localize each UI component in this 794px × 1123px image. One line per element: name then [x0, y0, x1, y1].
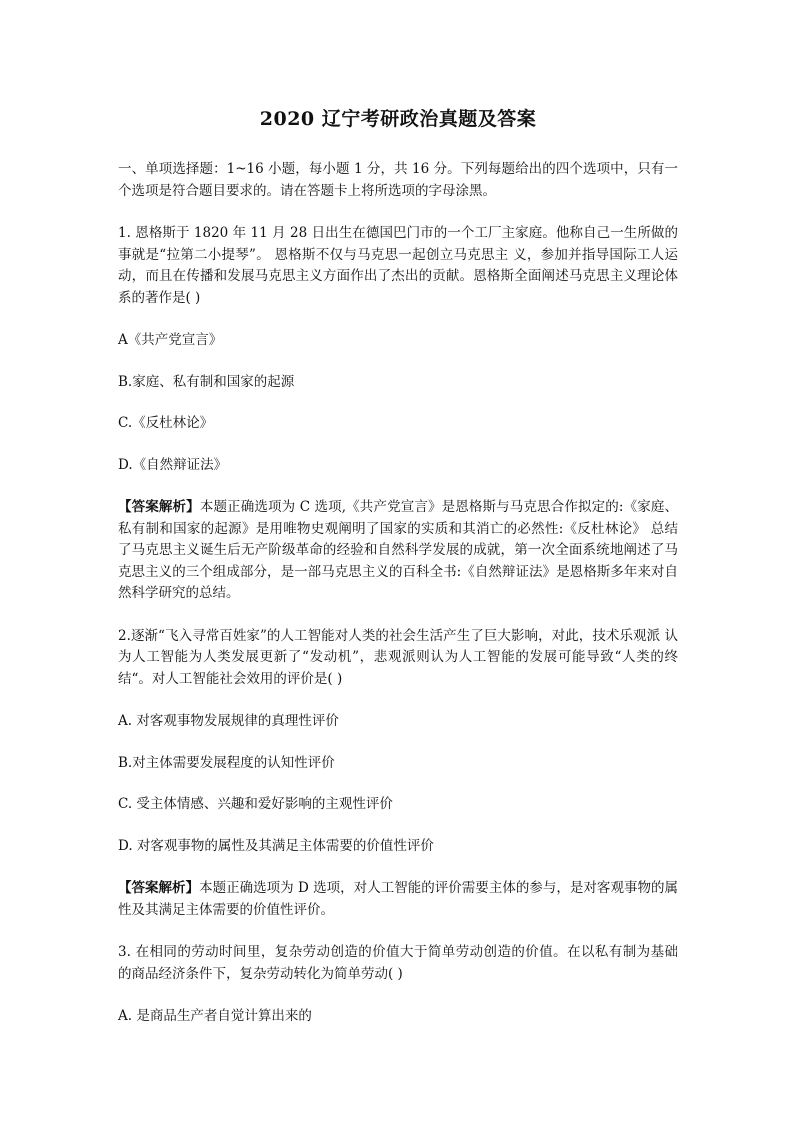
q1-option-a: A《共产党宣言》 [118, 332, 223, 348]
q3-option-a: A. 是商品生产者自觉计算出来的 [118, 1008, 312, 1024]
q1-option-b: B.家庭、私有制和国家的起源 [118, 373, 295, 390]
q1-answer-explanation [118, 497, 678, 605]
q2-option-c: C. 受主体情感、兴趣和爱好影响的主观性评价 [118, 796, 393, 812]
q1-option-c: C.《反杜林论》 [118, 415, 214, 431]
page-title: 2020 辽宁考研政治真题及答案 [259, 108, 537, 130]
q1-option-d: D.《自然辩证法》 [118, 456, 228, 473]
section-intro: 一、单项选择题：1~16 小题，每小题 1 分，共 16 分。下列每题给出的四个选项中，只有一个选项是符合题目要求的。请在答题卡上将所选项的字母涂黑。 [118, 161, 678, 199]
q3-stem: 3. 在相同的劳动时间里，复杂劳动创造的价值大于简单劳动创造的价值。在以私有制为基础 的商品经济条件下，复杂劳动转化为简单劳动( ) [118, 944, 678, 982]
q2-stem: 2.逐渐“飞入寻常百姓家”的人工智能对人类的社会生活产生了巨大影响，对此，技术乐观派 认为人工智能为人类发展更新了“发动机”，悲观派则认为人工智能的发展可能导致“人类的终结“。对人工智能社会效用的评价是( ) [118, 627, 678, 687]
q2-answer-explanation [118, 878, 678, 921]
q2-option-b: B.对主体需要发展程度的认知性评价 [118, 754, 335, 771]
q2-answer-text: 本题正确选项为 D 选项，对人工智能的评价需要主体的参与，是对客观事物的属性及其满足主体需要的价值性评价。 [118, 880, 679, 918]
q1-stem: 1. 恩格斯于 1820 年 11 月 28 日出生在德国巴门市的一个工厂主家庭。他称自己一生所做的事就是“拉第二小提琴”。 恩格斯不仅与马克思一起创立马克思主 义，参加并指导国际工人运动，而且在传播和发展马克思主义方面作出了杰出的贡献。恩格斯全面阐述马克思主义理论体系的著作是( ) [118, 225, 678, 306]
q2-option-d: D. 对客观事物的属性及其满足主体需要的价值性评价 [118, 837, 434, 854]
q1-answer-text: 本题正确选项为 C 选项,《共产党宣言》是恩格斯与马克思合作拟定的:《家庭、私有制和国家的起源》是用唯物史观阐明了国家的实质和其消亡的必然性:《反杜林论》 总结了马克思主义诞生后无产阶级革命的经验和自然科学发展的成就，第一次全面系统地阐述了马克思主义的三个组成部分，是一部马克思主义的百科全书:《自然辩证法》是恩格斯多年来对自然科学研究的总结。 [118, 499, 678, 601]
q2-option-a: A. 对客观事物发展规律的真理性评价 [118, 713, 339, 729]
document-page [118, 0, 678, 1028]
q2-answer-label: 【答案解析】 [118, 880, 200, 896]
q1-answer-label: 【答案解析】 [118, 499, 200, 515]
